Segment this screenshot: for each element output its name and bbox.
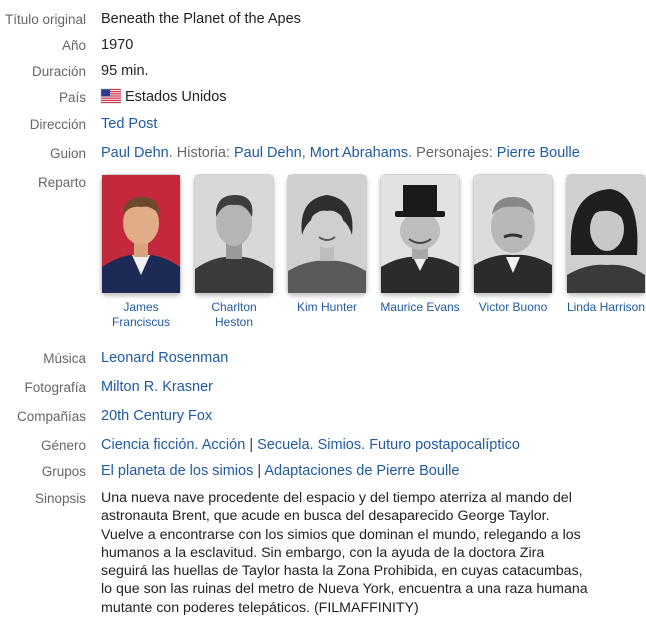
value-genero: Ciencia ficción. Acción | Secuela. Simios. Futuro postapocalíptico bbox=[101, 437, 520, 453]
cast-member[interactable] bbox=[194, 174, 274, 330]
value-guion: Paul Dehn. Historia: Paul Dehn, Mort Abrahams. Personajes: Pierre Boulle bbox=[101, 145, 580, 161]
historia-link-1[interactable]: Paul Dehn bbox=[234, 145, 302, 161]
label-fotografia: Fotografía bbox=[24, 380, 86, 395]
cast-photo[interactable] bbox=[287, 174, 367, 294]
cast-name[interactable]: Linda Harrison bbox=[566, 300, 646, 314]
value-titulo: Beneath the Planet of the Apes bbox=[101, 11, 301, 27]
label-musica: Música bbox=[43, 351, 86, 366]
personajes-label: Personajes: bbox=[416, 145, 493, 161]
value-duracion: 95 min. bbox=[101, 63, 149, 79]
genre-link[interactable]: Acción bbox=[201, 437, 246, 453]
composer-link[interactable]: Leonard Rosenman bbox=[101, 350, 229, 366]
cast-carousel bbox=[101, 174, 646, 334]
label-duracion: Duración bbox=[31, 64, 86, 79]
historia-link-2[interactable]: Mort Abrahams bbox=[309, 145, 409, 161]
value-anio: 1970 bbox=[101, 37, 134, 53]
cast-photo[interactable] bbox=[101, 174, 181, 294]
cast-name[interactable]: Charlton Heston bbox=[211, 300, 257, 329]
cast-member[interactable] bbox=[473, 174, 553, 315]
cast-photo[interactable] bbox=[380, 174, 460, 294]
cast-photo[interactable] bbox=[473, 174, 553, 294]
label-genero: Género bbox=[40, 438, 86, 453]
cast-photo[interactable] bbox=[194, 174, 274, 294]
writer-link[interactable]: Paul Dehn bbox=[101, 145, 169, 161]
label-grupos: Grupos bbox=[41, 464, 86, 479]
label-reparto: Reparto bbox=[37, 175, 86, 190]
cast-member[interactable] bbox=[380, 174, 460, 315]
label-sinopsis: Sinopsis bbox=[34, 491, 86, 506]
personajes-link[interactable]: Pierre Boulle bbox=[496, 145, 580, 161]
label-pais: País bbox=[58, 90, 86, 105]
value-pais-text: Estados Unidos bbox=[125, 89, 227, 105]
cast-name[interactable]: Maurice Evans bbox=[380, 300, 460, 314]
us-flag-icon bbox=[101, 89, 121, 103]
label-guion: Guion bbox=[49, 146, 86, 161]
label-titulo: Título original bbox=[4, 12, 86, 27]
cast-photo[interactable] bbox=[566, 174, 646, 294]
value-pais bbox=[101, 89, 227, 105]
cast-name[interactable]: Kim Hunter bbox=[296, 300, 358, 314]
label-companias: Compañías bbox=[16, 409, 86, 424]
company-link[interactable]: 20th Century Fox bbox=[101, 408, 213, 424]
group-link[interactable]: Adaptaciones de Pierre Boulle bbox=[264, 463, 460, 479]
historia-label: Historia: bbox=[176, 145, 230, 161]
director-link[interactable]: Ted Post bbox=[101, 116, 158, 132]
cast-member[interactable] bbox=[566, 174, 646, 315]
synopsis-text: Una nueva nave procedente del espacio y del tiempo aterriza al mando del astronauta Brent, que acude en busca del desaparecido George Taylor. Vuelve a encontrarse con los simios que dominan el mundo, relegando a los humanos a la esclavitud. Sin embargo, con la ayuda de la doctora Zira seguirá las huellas de Taylor hasta la Zona Prohibida, en cuyas catacumbas, lo que son las ruinas del metro de Nueva York, encuentra a una raza humana mutante con poderes telepáticos. (FILMAFFINITY) bbox=[101, 490, 588, 616]
value-grupos: El planeta de los simios | Adaptaciones de Pierre Boulle bbox=[101, 463, 460, 479]
genre-link[interactable]: Secuela bbox=[257, 437, 310, 453]
cast-name[interactable]: James Franciscus bbox=[111, 300, 170, 329]
genre-link[interactable]: Futuro postapocalíptico bbox=[369, 437, 520, 453]
cast-member[interactable] bbox=[101, 174, 181, 330]
cinematographer-link[interactable]: Milton R. Krasner bbox=[101, 379, 214, 395]
genre-link[interactable]: Simios bbox=[317, 437, 362, 453]
group-link[interactable]: El planeta de los simios bbox=[101, 463, 254, 479]
label-anio: Año bbox=[61, 38, 86, 53]
cast-name[interactable]: Victor Buono bbox=[478, 300, 548, 314]
label-direccion: Dirección bbox=[29, 117, 86, 132]
genre-link[interactable]: Ciencia ficción bbox=[101, 437, 195, 453]
cast-member[interactable] bbox=[287, 174, 367, 315]
